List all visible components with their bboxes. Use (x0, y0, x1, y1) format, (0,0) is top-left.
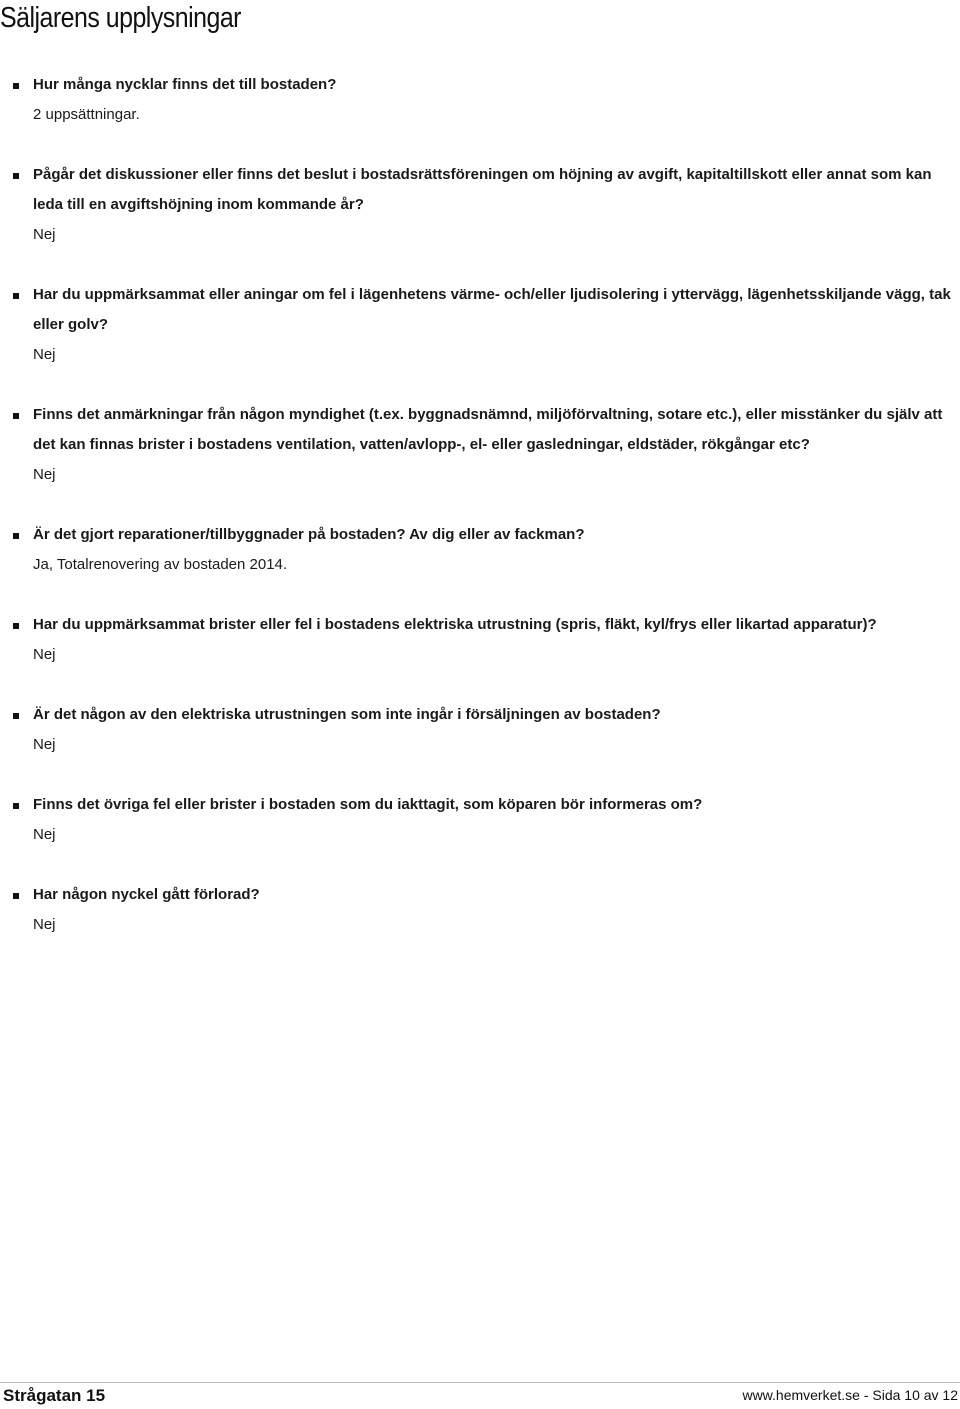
bullet-icon (13, 533, 19, 539)
question-item (0, 70, 960, 130)
answer-text: Nej (33, 226, 56, 243)
question-text: Är det någon av den elektriska utrustningen som inte ingår i försäljningen av bostaden? (33, 706, 661, 723)
bullet-icon (13, 713, 19, 719)
bullet-icon (13, 83, 19, 89)
question-text: Har någon nyckel gått förlorad? (33, 886, 260, 903)
bullet-icon (13, 623, 19, 629)
answer-text: Nej (33, 736, 56, 753)
page-title: Säljarens upplysningar (0, 2, 241, 34)
question-text: Har du uppmärksammat eller aningar om fel i lägenhetens värme- och/eller ljudisolering i yttervägg, lägenhetsskiljande vägg, tak eller golv? (33, 286, 951, 333)
question-text: Finns det anmärkningar från någon myndighet (t.ex. byggnadsnämnd, miljöförvaltning, sotare etc.), eller misstänker du själv att det kan finnas brister i bostadens ventilation, vatten/avlopp-, el- eller gasledningar, eldstäder, rökgångar etc? (33, 406, 943, 453)
answer-text: Ja, Totalrenovering av bostaden 2014. (33, 556, 288, 573)
question-text: Hur många nycklar finns det till bostaden? (33, 76, 337, 93)
question-item (0, 880, 960, 940)
footer-address: Strågatan 15 (3, 1386, 106, 1405)
question-text: Pågår det diskussioner eller finns det beslut i bostadsrättsföreningen om höjning av avgift, kapitaltillskott eller annat som kan leda till en avgiftshöjning inom kommande år? (33, 166, 932, 213)
question-item (0, 520, 960, 580)
bullet-icon (13, 413, 19, 419)
question-item (0, 400, 960, 490)
answer-text: Nej (33, 916, 56, 933)
question-item (0, 790, 960, 850)
question-text: Är det gjort reparationer/tillbyggnader på bostaden? Av dig eller av fackman? (33, 526, 585, 543)
question-list (0, 70, 960, 970)
answer-text: Nej (33, 346, 56, 363)
answer-text: Nej (33, 646, 56, 663)
page-footer (0, 1382, 960, 1409)
bullet-icon (13, 893, 19, 899)
question-text: Finns det övriga fel eller brister i bostaden som du iakttagit, som köparen bör informeras om? (33, 796, 703, 813)
question-text: Har du uppmärksammat brister eller fel i bostadens elektriska utrustning (spris, fläkt, kyl/frys eller likartad apparatur)? (33, 616, 877, 633)
answer-text: 2 uppsättningar. (33, 106, 140, 123)
question-item (0, 700, 960, 760)
footer-page-info: www.hemverket.se - Sida 10 av 12 (742, 1387, 958, 1403)
bullet-icon (13, 803, 19, 809)
bullet-icon (13, 293, 19, 299)
question-item (0, 160, 960, 250)
answer-text: Nej (33, 466, 56, 483)
answer-text: Nej (33, 826, 56, 843)
question-item (0, 610, 960, 670)
bullet-icon (13, 173, 19, 179)
question-item (0, 280, 960, 370)
